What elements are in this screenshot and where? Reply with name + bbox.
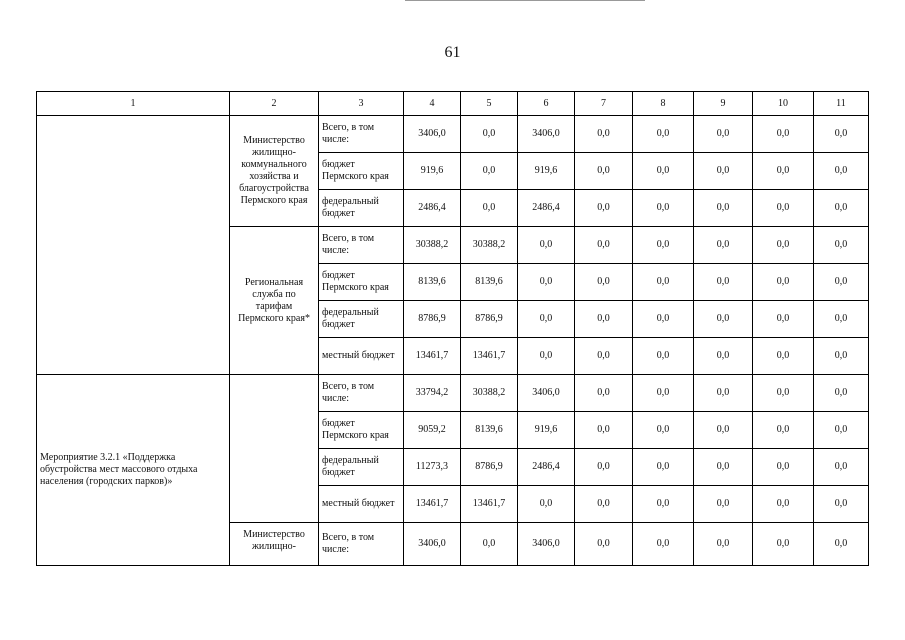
funding-source-cell: федеральный бюджет [319, 301, 404, 338]
funding-source-cell: бюджет Пермского края [319, 412, 404, 449]
value-cell: 0,0 [753, 153, 814, 190]
header-cell: 5 [461, 92, 518, 116]
value-cell: 0,0 [633, 190, 694, 227]
value-cell: 8139,6 [461, 412, 518, 449]
value-cell: 0,0 [575, 523, 633, 566]
value-cell: 13461,7 [404, 486, 461, 523]
value-cell: 0,0 [694, 264, 753, 301]
value-cell: 0,0 [814, 116, 869, 153]
header-cell: 1 [37, 92, 230, 116]
value-cell: 0,0 [633, 449, 694, 486]
value-cell: 13461,7 [461, 338, 518, 375]
value-cell: 919,6 [404, 153, 461, 190]
value-cell: 0,0 [814, 301, 869, 338]
header-cell: 7 [575, 92, 633, 116]
value-cell: 0,0 [633, 338, 694, 375]
value-cell: 0,0 [814, 264, 869, 301]
organization-cell: Министерство жилищно- [230, 523, 319, 566]
value-cell: 0,0 [814, 523, 869, 566]
value-cell: 0,0 [753, 338, 814, 375]
value-cell: 0,0 [461, 190, 518, 227]
header-cell: 11 [814, 92, 869, 116]
value-cell: 3406,0 [518, 375, 575, 412]
value-cell: 30388,2 [404, 227, 461, 264]
value-cell: 0,0 [694, 338, 753, 375]
value-cell: 3406,0 [518, 523, 575, 566]
value-cell: 0,0 [694, 190, 753, 227]
value-cell: 0,0 [694, 116, 753, 153]
value-cell: 0,0 [694, 523, 753, 566]
value-cell: 0,0 [814, 190, 869, 227]
value-cell: 919,6 [518, 153, 575, 190]
value-cell: 0,0 [753, 449, 814, 486]
value-cell: 30388,2 [461, 375, 518, 412]
value-cell: 0,0 [575, 301, 633, 338]
value-cell: 0,0 [518, 264, 575, 301]
funding-source-cell: местный бюджет [319, 338, 404, 375]
funding-source-cell: Всего, в том числе: [319, 523, 404, 566]
value-cell: 0,0 [518, 301, 575, 338]
value-cell: 8786,9 [461, 301, 518, 338]
header-cell: 6 [518, 92, 575, 116]
value-cell: 0,0 [575, 486, 633, 523]
value-cell: 0,0 [575, 227, 633, 264]
value-cell: 3406,0 [518, 116, 575, 153]
value-cell: 0,0 [694, 375, 753, 412]
funding-source-cell: Всего, в том числе: [319, 116, 404, 153]
value-cell: 0,0 [694, 412, 753, 449]
value-cell: 0,0 [575, 375, 633, 412]
funding-source-cell: бюджет Пермского края [319, 264, 404, 301]
value-cell: 0,0 [575, 338, 633, 375]
header-cell: 2 [230, 92, 319, 116]
value-cell: 0,0 [753, 264, 814, 301]
value-cell: 2486,4 [518, 449, 575, 486]
value-cell: 0,0 [461, 153, 518, 190]
value-cell: 0,0 [694, 301, 753, 338]
value-cell: 0,0 [633, 264, 694, 301]
organization-cell: Министерство жилищно-коммунального хозяйства и благоустройства Пермского края [230, 116, 319, 227]
funding-source-cell: Всего, в том числе: [319, 375, 404, 412]
value-cell: 0,0 [575, 153, 633, 190]
value-cell: 0,0 [814, 227, 869, 264]
value-cell: 0,0 [633, 375, 694, 412]
value-cell: 9059,2 [404, 412, 461, 449]
value-cell: 0,0 [753, 375, 814, 412]
value-cell: 0,0 [753, 301, 814, 338]
value-cell: 0,0 [575, 264, 633, 301]
value-cell: 8786,9 [404, 301, 461, 338]
value-cell: 0,0 [694, 486, 753, 523]
funding-source-cell: местный бюджет [319, 486, 404, 523]
value-cell: 0,0 [633, 523, 694, 566]
value-cell: 0,0 [633, 116, 694, 153]
value-cell: 0,0 [753, 523, 814, 566]
value-cell: 0,0 [518, 486, 575, 523]
value-cell: 0,0 [753, 486, 814, 523]
budget-table [36, 91, 869, 566]
value-cell: 0,0 [753, 190, 814, 227]
table-row [37, 375, 869, 412]
value-cell: 8139,6 [461, 264, 518, 301]
value-cell: 919,6 [518, 412, 575, 449]
value-cell: 0,0 [814, 449, 869, 486]
value-cell: 0,0 [633, 486, 694, 523]
value-cell: 0,0 [753, 227, 814, 264]
header-cell: 3 [319, 92, 404, 116]
value-cell: 30388,2 [461, 227, 518, 264]
value-cell: 0,0 [633, 301, 694, 338]
top-rule [405, 0, 645, 2]
measure-cell [37, 116, 230, 375]
value-cell: 13461,7 [461, 486, 518, 523]
header-row [37, 92, 869, 116]
value-cell: 2486,4 [518, 190, 575, 227]
value-cell: 0,0 [814, 338, 869, 375]
value-cell: 3406,0 [404, 523, 461, 566]
value-cell: 2486,4 [404, 190, 461, 227]
value-cell: 0,0 [814, 375, 869, 412]
value-cell: 0,0 [518, 227, 575, 264]
value-cell: 11273,3 [404, 449, 461, 486]
value-cell: 0,0 [753, 116, 814, 153]
value-cell: 0,0 [461, 523, 518, 566]
value-cell: 8139,6 [404, 264, 461, 301]
value-cell: 0,0 [694, 449, 753, 486]
value-cell: 0,0 [633, 153, 694, 190]
value-cell: 0,0 [575, 449, 633, 486]
measure-cell: Мероприятие 3.2.1 «Поддержка обустройства мест массового отдыха населения (городских парков)» [37, 375, 230, 566]
value-cell: 0,0 [814, 153, 869, 190]
value-cell: 0,0 [814, 412, 869, 449]
value-cell: 0,0 [694, 153, 753, 190]
organization-cell: Региональная служба по тарифам Пермского края* [230, 227, 319, 375]
value-cell: 8786,9 [461, 449, 518, 486]
table-row [37, 116, 869, 153]
header-cell: 4 [404, 92, 461, 116]
value-cell: 0,0 [461, 116, 518, 153]
header-cell: 8 [633, 92, 694, 116]
header-cell: 9 [694, 92, 753, 116]
funding-source-cell: федеральный бюджет [319, 449, 404, 486]
value-cell: 0,0 [575, 190, 633, 227]
page-number: 61 [444, 44, 461, 61]
value-cell: 3406,0 [404, 116, 461, 153]
funding-source-cell: Всего, в том числе: [319, 227, 404, 264]
value-cell: 0,0 [753, 412, 814, 449]
funding-source-cell: бюджет Пермского края [319, 153, 404, 190]
value-cell: 0,0 [633, 412, 694, 449]
value-cell: 0,0 [575, 412, 633, 449]
value-cell: 0,0 [518, 338, 575, 375]
header-cell: 10 [753, 92, 814, 116]
funding-source-cell: федеральный бюджет [319, 190, 404, 227]
value-cell: 13461,7 [404, 338, 461, 375]
value-cell: 0,0 [575, 116, 633, 153]
value-cell: 0,0 [694, 227, 753, 264]
value-cell: 33794,2 [404, 375, 461, 412]
organization-cell [230, 375, 319, 523]
value-cell: 0,0 [814, 486, 869, 523]
value-cell: 0,0 [633, 227, 694, 264]
